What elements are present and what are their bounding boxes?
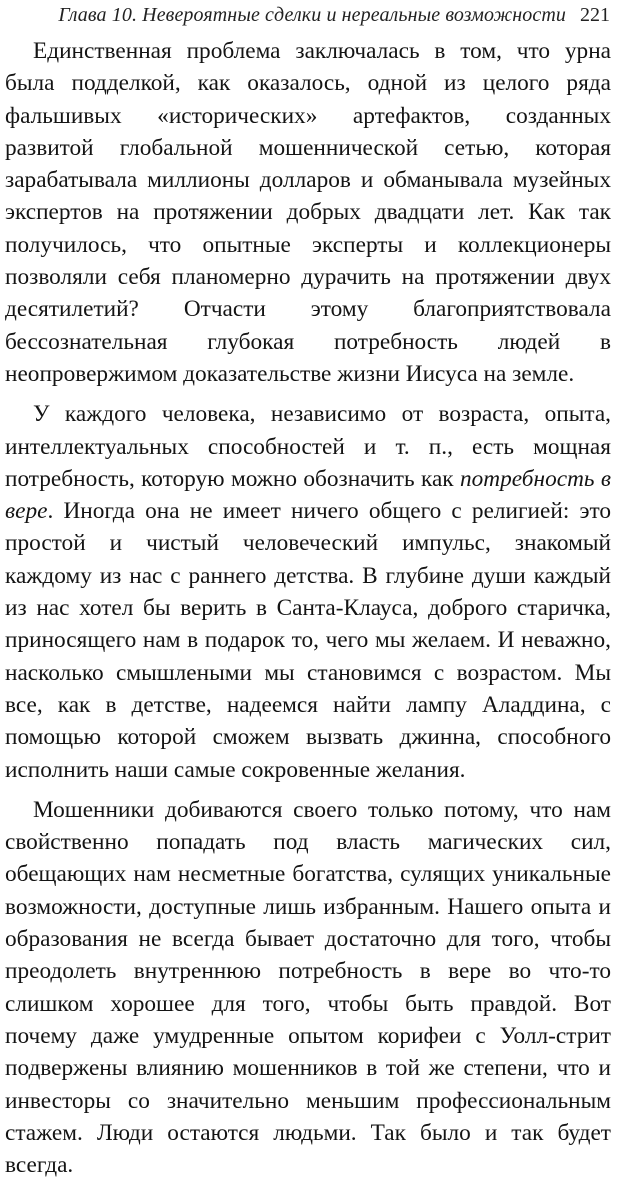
paragraph-2-text-start: У каждого человека, независимо от возраста, опыта, интеллектуальных способностей и т. п., есть мощная потребность, которую можно обозначить как	[5, 401, 611, 492]
emphasized-term: потребность в вере	[5, 465, 611, 525]
paragraph-3: Мошенники добиваются своего только потому, что нам свойственно попадать под власть магических сил, обещающих нам несметные богатства, сулящих уникальные возможности, доступные лишь избранным. Нашего опыта и образования не всегда бывает достаточно для того, чтобы преодолеть внутреннюю потребность в вере во что-то слишком хорошее для того, чтобы быть правдой. Вот почему даже умудренные опытом корифеи с Уолл-стрит подвержены влиянию мошенников в той же степени, что и инвесторы со значительно меньшим профессиональным стажем. Люди остаются людьми. Так было и так будет всегда.	[5, 796, 611, 1179]
paragraph-2-text-end: . Иногда она не имеет ничего общего с религией: это простой и чистый человеческий импульс, знакомый каждому из нас с раннего детства. В глубине души каждый из нас хотел бы верить в Санта-Клауса, доброго старичка, приносящего нам в подарок то, чего мы желаем. И неважно, насколько смышлеными мы становимся с возрастом. Мы все, как в детстве, надеемся найти лампу Аладдина, с помощью которой сможем вызвать джинна, способного исполнить наши самые сокровенные желания.	[5, 498, 611, 783]
running-header	[0, 4, 610, 34]
body-text	[5, 35, 611, 1181]
paragraph-2	[5, 398, 611, 786]
paragraph-1: Единственная проблема заключалась в том, что урна была подделкой, как оказалось, одной из целого ряда фальшивых «исторических» артефактов, созданных развитой глобальной мошеннической сетью, которая зарабатывала миллионы долларов и обманывала музейных экспертов на протяжении добрых двадцати лет. Как так получилось, что опытные эксперты и коллекционеры позволяли себя планомерно дурачить на протяжении двух десятилетий? Отчасти этому благоприятствовала бессознательная глубокая потребность людей в неопровержимом доказательстве жизни Иисуса на земле.	[5, 38, 611, 387]
chapter-title: Глава 10. Невероятные сделки и нереальные возможности	[58, 4, 566, 26]
page-number: 221	[580, 4, 610, 26]
